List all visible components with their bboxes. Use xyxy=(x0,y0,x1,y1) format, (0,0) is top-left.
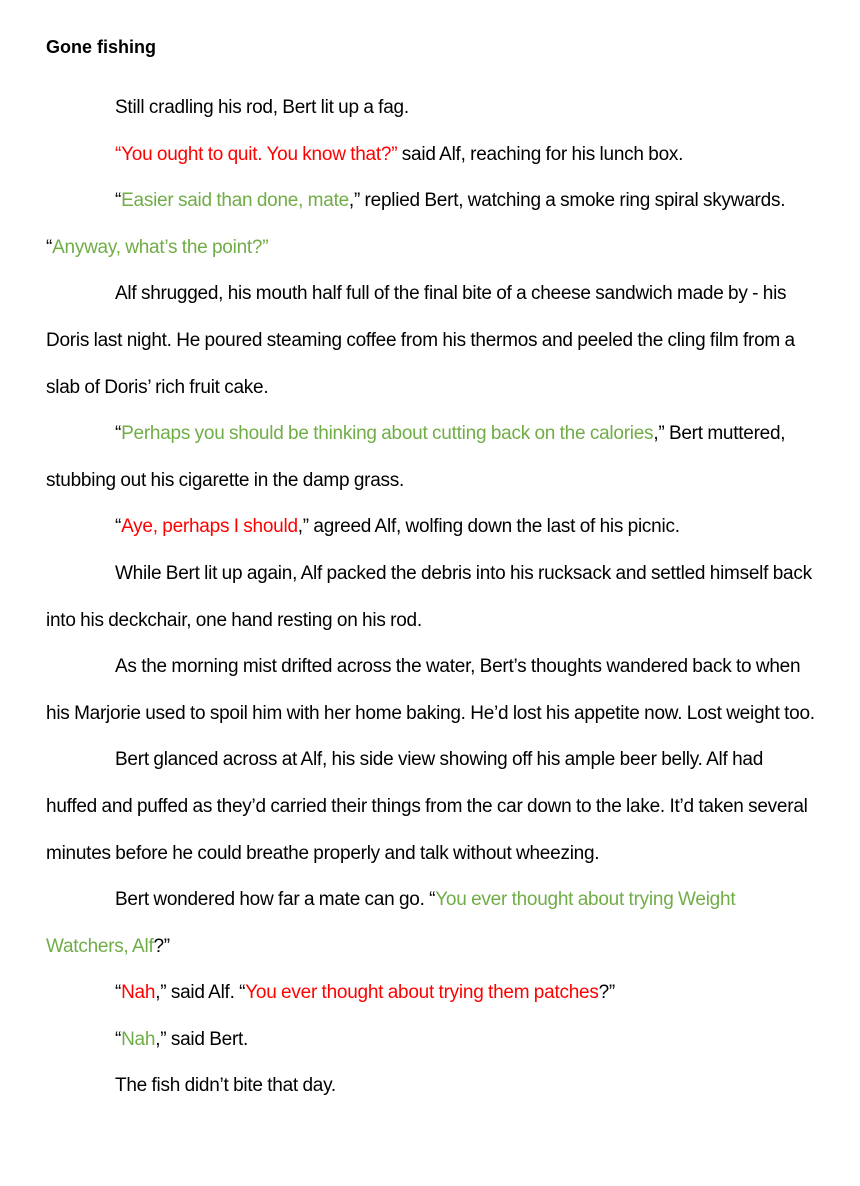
narration-text: “ xyxy=(115,982,122,1004)
narration-text: “ xyxy=(115,190,122,212)
story-paragraph xyxy=(46,877,816,970)
narration-text: ?” xyxy=(598,982,616,1004)
narration-text: ,” said Bert. xyxy=(155,1028,249,1050)
bert-dialogue: You ever thought about trying Weight Watchers, Alf xyxy=(46,889,736,957)
story-paragraph xyxy=(46,737,816,877)
narration-text: ?” xyxy=(153,935,170,957)
story-paragraph xyxy=(46,970,816,1017)
story-paragraph xyxy=(46,178,816,271)
narration-text: While Bert lit up again, Alf packed the debris into his rucksack and settled himself back into his deckchair, one hand resting on his rod. xyxy=(46,562,812,631)
narration-text: said Alf, reaching for his lunch box. xyxy=(397,143,684,165)
narration-text: Bert glanced across at Alf, his side view showing off his ample beer belly. Alf had huffed and puffed as they’d carried their things from the car down to the lake. It’d taken several minutes before he could breathe properly and talk without wheezing. xyxy=(46,749,808,864)
alf-dialogue: “You ought to quit. You know that?” xyxy=(115,143,398,165)
story-paragraph xyxy=(46,411,816,504)
bert-dialogue: Easier said than done, mate xyxy=(121,190,349,212)
narration-text: “ xyxy=(115,423,122,445)
narration-text: ,” said Alf. “ xyxy=(155,982,246,1004)
bert-dialogue: Anyway, what’s the point?” xyxy=(52,236,269,258)
story-paragraph xyxy=(46,504,816,551)
narration-text: ,” Bert muttered, stubbing out his cigarette in the damp grass. xyxy=(46,423,786,491)
alf-dialogue: You ever thought about trying them patches xyxy=(245,982,599,1004)
story-body xyxy=(46,85,816,1110)
story-paragraph xyxy=(46,271,816,411)
story-title: Gone fishing xyxy=(46,37,156,57)
bert-dialogue: Nah xyxy=(121,1028,156,1050)
narration-text: “ xyxy=(115,516,122,538)
story-paragraph xyxy=(46,551,816,644)
story-paragraph xyxy=(46,644,816,737)
bert-dialogue: Perhaps you should be thinking about cutting back on the calories xyxy=(121,423,654,445)
story-paragraph xyxy=(46,85,816,132)
story-paragraph xyxy=(46,1017,816,1064)
narration-text: ,” replied Bert, watching a smoke ring spiral skywards. “ xyxy=(46,190,786,258)
story-paragraph xyxy=(46,132,816,179)
narration-text: Still cradling his rod, Bert lit up a fag. xyxy=(115,97,409,118)
story-paragraph xyxy=(46,1063,816,1110)
narration-text: Bert wondered how far a mate can go. “ xyxy=(115,889,436,911)
alf-dialogue: Aye, perhaps I should xyxy=(121,516,298,538)
narration-text: As the morning mist drifted across the water, Bert’s thoughts wandered back to when his Marjorie used to spoil him with her home baking. He’d lost his appetite now. Lost weight too. xyxy=(46,656,815,724)
narration-text: ,” agreed Alf, wolfing down the last of his picnic. xyxy=(297,516,680,538)
narration-text: The fish didn’t bite that day. xyxy=(115,1075,336,1097)
alf-dialogue: Nah xyxy=(121,982,156,1004)
narration-text: “ xyxy=(115,1028,122,1050)
narration-text: Alf shrugged, his mouth half full of the final bite of a cheese sandwich made by - his Doris last night. He poured steaming coffee from his thermos and peeled the cling film from a slab of Doris’ rich fruit cake. xyxy=(46,283,795,398)
